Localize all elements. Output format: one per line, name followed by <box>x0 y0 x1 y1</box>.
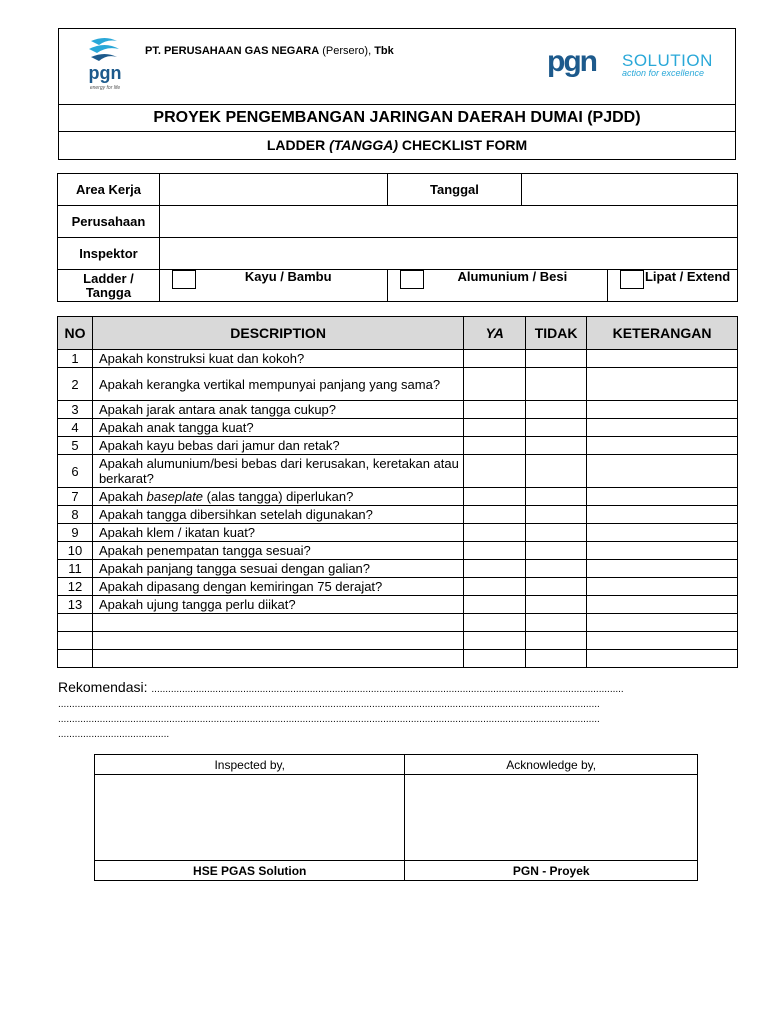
row-number: 5 <box>58 437 93 455</box>
acknowledge-signature-area[interactable] <box>405 775 698 861</box>
row-description: Apakah klem / ikatan kuat? <box>92 524 463 542</box>
ya-cell[interactable] <box>464 506 526 524</box>
checklist-row <box>58 350 738 368</box>
form-header <box>58 28 736 160</box>
svg-text:energy for life: energy for life <box>89 85 121 91</box>
pgn-solution-logo: pgn SOLUTION action for excellence <box>547 45 713 78</box>
row-number: 2 <box>58 368 93 401</box>
ya-cell[interactable] <box>464 632 526 650</box>
inspektor-field[interactable] <box>159 238 737 270</box>
inspected-by-name: HSE PGAS Solution <box>95 861 405 881</box>
inspected-signature-area[interactable] <box>95 775 405 861</box>
keterangan-cell[interactable] <box>587 542 738 560</box>
tanggal-label: Tanggal <box>387 174 522 206</box>
tidak-cell[interactable] <box>526 542 587 560</box>
ya-cell[interactable] <box>464 596 526 614</box>
keterangan-cell[interactable] <box>587 650 738 668</box>
checklist-header-row <box>58 317 738 350</box>
ya-cell[interactable] <box>464 455 526 488</box>
checklist-row <box>58 560 738 578</box>
inspektor-label: Inspektor <box>58 238 160 270</box>
col-keterangan: KETERANGAN <box>587 317 738 350</box>
ya-cell[interactable] <box>464 368 526 401</box>
area-kerja-label: Area Kerja <box>58 174 160 206</box>
row-number: 12 <box>58 578 93 596</box>
col-ya: YA <box>464 317 526 350</box>
row-number: 4 <box>58 419 93 437</box>
checklist-empty-row <box>58 614 738 632</box>
row-number[interactable] <box>58 650 93 668</box>
row-number: 9 <box>58 524 93 542</box>
keterangan-cell[interactable] <box>587 368 738 401</box>
row-description: Apakah panjang tangga sesuai dengan galian? <box>92 560 463 578</box>
tidak-cell[interactable] <box>526 650 587 668</box>
row-description: Apakah jarak antara anak tangga cukup? <box>92 401 463 419</box>
row-description: Apakah anak tangga kuat? <box>92 419 463 437</box>
checklist-row <box>58 455 738 488</box>
tidak-cell[interactable] <box>526 614 587 632</box>
tidak-cell[interactable] <box>526 596 587 614</box>
ya-cell[interactable] <box>464 614 526 632</box>
acknowledge-by-label: Acknowledge by, <box>405 755 698 775</box>
keterangan-cell[interactable] <box>587 401 738 419</box>
ya-cell[interactable] <box>464 560 526 578</box>
checklist-table <box>57 316 738 668</box>
tanggal-field[interactable] <box>522 174 738 206</box>
rekomendasi-line[interactable]: ........................................ <box>58 729 170 740</box>
checklist-empty-row <box>58 632 738 650</box>
form-title: PROYEK PENGEMBANGAN JARINGAN DAERAH DUMAI (PJDD) <box>59 105 735 132</box>
tidak-cell[interactable] <box>526 350 587 368</box>
checklist-row <box>58 596 738 614</box>
keterangan-cell[interactable] <box>587 455 738 488</box>
row-number[interactable] <box>58 632 93 650</box>
perusahaan-label: Perusahaan <box>58 206 160 238</box>
area-kerja-field[interactable] <box>159 174 387 206</box>
row-description: Apakah baseplate (alas tangga) diperlukan? <box>92 488 463 506</box>
row-description[interactable] <box>92 632 463 650</box>
rekomendasi-line[interactable]: ................................................................................................................................................................................................... <box>58 699 600 710</box>
row-description[interactable] <box>92 614 463 632</box>
col-no: NO <box>58 317 93 350</box>
row-description: Apakah ujung tangga perlu diikat? <box>92 596 463 614</box>
rekomendasi-line[interactable]: .......................................................................................................................................................................... <box>151 684 624 695</box>
row-number: 1 <box>58 350 93 368</box>
row-description: Apakah alumunium/besi bebas dari kerusakan, keretakan atau berkarat? <box>92 455 463 488</box>
keterangan-cell[interactable] <box>587 488 738 506</box>
row-description: Apakah kayu bebas dari jamur dan retak? <box>92 437 463 455</box>
tidak-cell[interactable] <box>526 455 587 488</box>
option-lipat-extend[interactable]: Lipat / Extend <box>608 270 738 302</box>
keterangan-cell[interactable] <box>587 560 738 578</box>
checklist-row <box>58 437 738 455</box>
header-logo-row <box>59 29 735 105</box>
tidak-cell[interactable] <box>526 401 587 419</box>
rekomendasi-label: Rekomendasi: <box>58 680 152 695</box>
keterangan-cell[interactable] <box>587 596 738 614</box>
checklist-empty-row <box>58 650 738 668</box>
ya-cell[interactable] <box>464 350 526 368</box>
form-subtitle: LADDER (TANGGA) CHECKLIST FORM <box>266 137 528 153</box>
tidak-cell[interactable] <box>526 578 587 596</box>
ya-cell[interactable] <box>464 437 526 455</box>
rekomendasi-section <box>58 680 730 742</box>
tidak-cell[interactable] <box>526 419 587 437</box>
row-description: Apakah konstruksi kuat dan kokoh? <box>92 350 463 368</box>
perusahaan-field[interactable] <box>159 206 737 238</box>
keterangan-cell[interactable] <box>587 632 738 650</box>
tidak-cell[interactable] <box>526 437 587 455</box>
row-description: Apakah tangga dibersihkan setelah digunakan? <box>92 506 463 524</box>
acknowledge-by-name: PGN - Proyek <box>405 861 698 881</box>
keterangan-cell[interactable] <box>587 350 738 368</box>
company-name: PT. PERUSAHAAN GAS NEGARA (Persero), Tbk <box>145 45 394 57</box>
ya-cell[interactable] <box>464 650 526 668</box>
row-description: Apakah dipasang dengan kemiringan 75 derajat? <box>92 578 463 596</box>
row-number: 13 <box>58 596 93 614</box>
option-kayu-bambu[interactable]: Kayu / Bambu <box>159 270 387 302</box>
checklist-row <box>58 419 738 437</box>
pgn-logo <box>77 33 133 95</box>
col-description: DESCRIPTION <box>92 317 463 350</box>
row-number: 3 <box>58 401 93 419</box>
svg-text:pgn: pgn <box>88 63 122 83</box>
row-description: Apakah penempatan tangga sesuai? <box>92 542 463 560</box>
keterangan-cell[interactable] <box>587 437 738 455</box>
checklist-row <box>58 488 738 506</box>
tidak-cell[interactable] <box>526 524 587 542</box>
ya-cell[interactable] <box>464 542 526 560</box>
row-description[interactable] <box>92 650 463 668</box>
keterangan-cell[interactable] <box>587 524 738 542</box>
row-number: 7 <box>58 488 93 506</box>
info-table <box>57 173 738 302</box>
checklist-row <box>58 524 738 542</box>
col-tidak: TIDAK <box>526 317 587 350</box>
keterangan-cell[interactable] <box>587 506 738 524</box>
checklist-row <box>58 401 738 419</box>
ya-cell[interactable] <box>464 401 526 419</box>
ya-cell[interactable] <box>464 419 526 437</box>
row-number: 11 <box>58 560 93 578</box>
checklist-row <box>58 542 738 560</box>
ya-cell[interactable] <box>464 524 526 542</box>
row-number: 10 <box>58 542 93 560</box>
inspected-by-label: Inspected by, <box>95 755 405 775</box>
checklist-row <box>58 578 738 596</box>
row-number: 6 <box>58 455 93 488</box>
ya-cell[interactable] <box>464 488 526 506</box>
row-number[interactable] <box>58 614 93 632</box>
checklist-row <box>58 506 738 524</box>
row-description: Apakah kerangka vertikal mempunyai panjang yang sama? <box>92 368 463 401</box>
ya-cell[interactable] <box>464 578 526 596</box>
option-alumunium-besi[interactable]: Alumunium / Besi <box>387 270 608 302</box>
tidak-cell[interactable] <box>526 506 587 524</box>
row-number: 8 <box>58 506 93 524</box>
tidak-cell[interactable] <box>526 368 587 401</box>
keterangan-cell[interactable] <box>587 614 738 632</box>
keterangan-cell[interactable] <box>587 419 738 437</box>
keterangan-cell[interactable] <box>587 578 738 596</box>
tidak-cell[interactable] <box>526 488 587 506</box>
tidak-cell[interactable] <box>526 632 587 650</box>
checklist-row <box>58 368 738 401</box>
rekomendasi-line[interactable]: ................................................................................................................................................................................................... <box>58 714 600 725</box>
ladder-label: Ladder / Tangga <box>58 270 160 302</box>
tidak-cell[interactable] <box>526 560 587 578</box>
signature-table <box>94 754 698 881</box>
